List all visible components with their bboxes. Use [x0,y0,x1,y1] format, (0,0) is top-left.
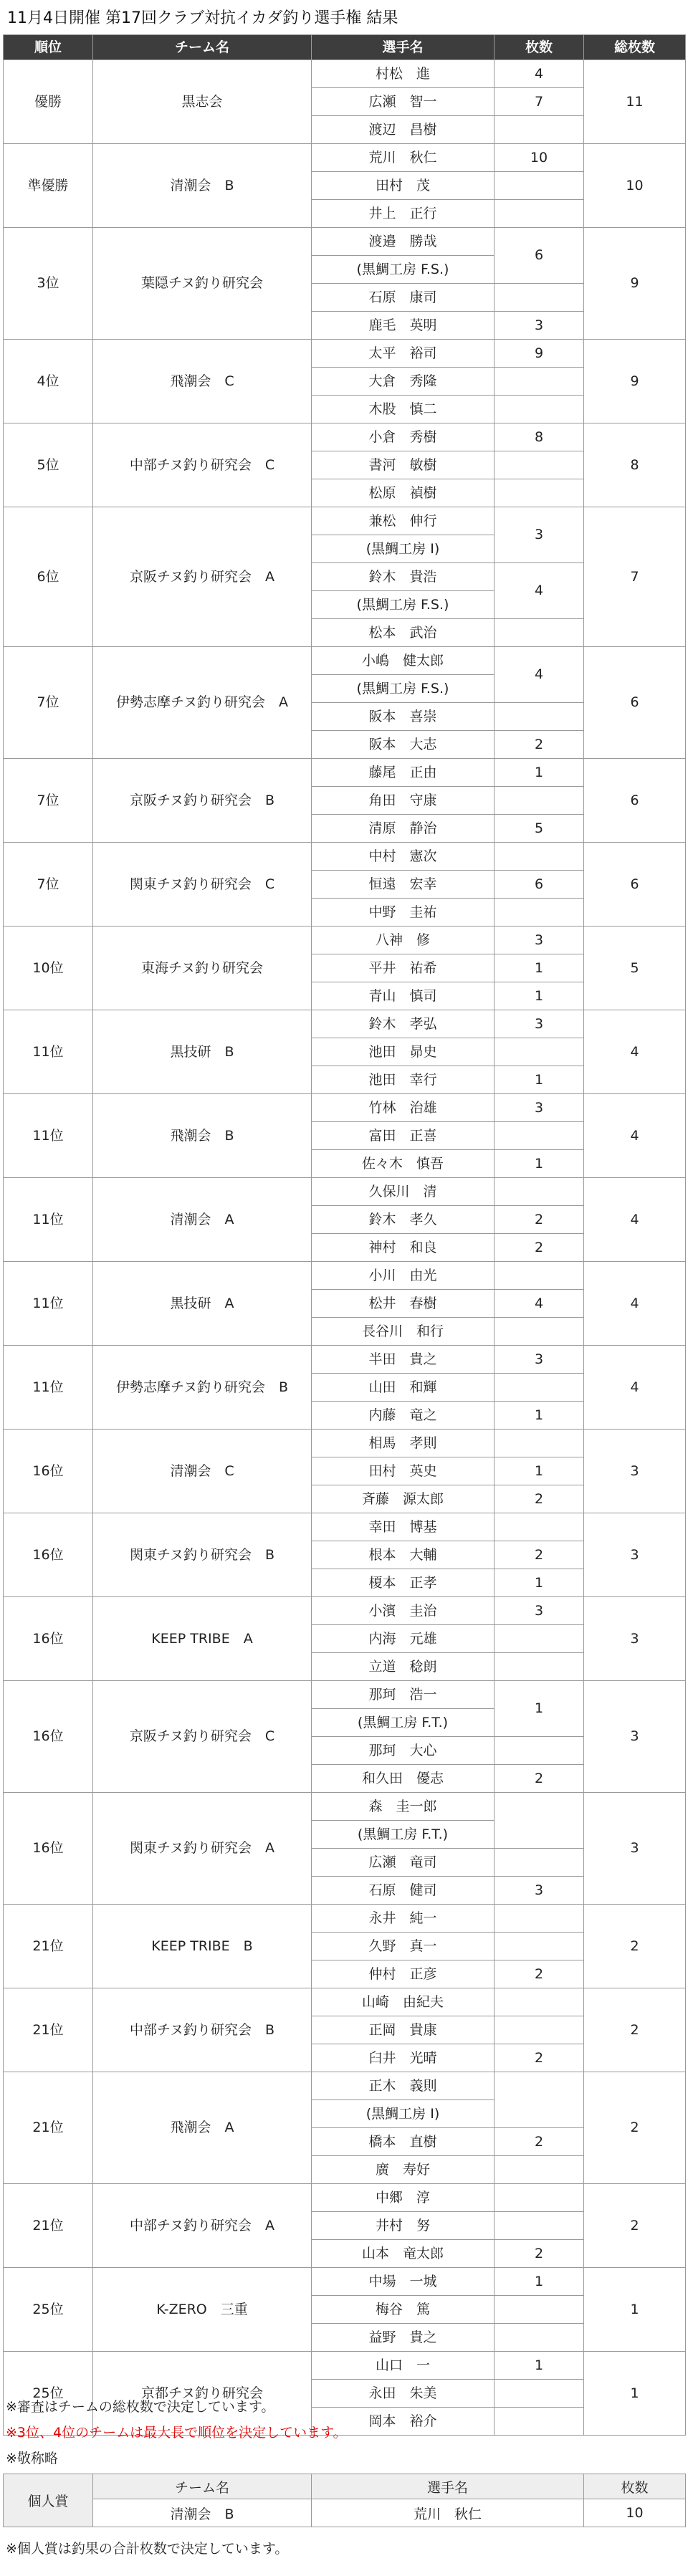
player-name-cell: (黒鯛工房 F.T.) [312,1709,494,1737]
player-name-cell: 廣 寿好 [312,2156,494,2184]
catch-count-cell: 3 [494,507,584,563]
player-name-cell: 田村 茂 [312,172,494,200]
table-row [4,340,686,368]
results-body [4,60,686,2436]
player-name-cell: 恒遠 宏幸 [312,871,494,899]
player-name-cell: 那珂 大心 [312,1737,494,1765]
rank-cell: 11位 [4,1178,93,1262]
player-name-cell: 藤尾 正由 [312,759,494,787]
team-total-cell: 3 [584,1430,686,1513]
team-total-cell: 3 [584,1513,686,1597]
rank-cell: 16位 [4,1513,93,1597]
table-row [4,1346,686,1374]
player-name-cell: (黒鯛工房 F.S.) [312,591,494,619]
player-name-cell: 小嶋 健太郎 [312,647,494,675]
catch-count-cell: 10 [494,144,584,172]
catch-count-cell: 1 [494,1150,584,1178]
page-title: 11月4日開催 第17回クラブ対抗イカダ釣り選手権 結果 [7,9,398,27]
player-name-cell: 木股 慎二 [312,396,494,423]
team-name-cell: 清潮会 A [93,1178,312,1262]
rank-cell: 準優勝 [4,144,93,228]
player-name-cell: 井上 正行 [312,200,494,228]
col-rank-header: 順位 [4,35,93,60]
table-row [4,1430,686,1457]
catch-count-cell: 1 [494,1066,584,1094]
catch-count-cell: 2 [494,2240,584,2268]
col-team-header: チーム名 [93,35,312,60]
catch-count-cell: 1 [494,1402,584,1430]
team-total-cell: 5 [584,927,686,1010]
catch-count-cell: 1 [494,759,584,787]
rank-cell: 7位 [4,647,93,759]
rank-cell: 7位 [4,759,93,843]
player-name-cell: 青山 慎司 [312,982,494,1010]
player-name-cell: 佐々木 慎吾 [312,1150,494,1178]
rank-cell: 11位 [4,1346,93,1430]
rank-cell: 25位 [4,2268,93,2352]
player-name-cell: 広瀬 智一 [312,88,494,116]
table-row [4,228,686,256]
table-row [4,507,686,535]
catch-count-cell: 4 [494,60,584,88]
catch-count-cell: 3 [494,1010,584,1038]
table-row [4,2268,686,2296]
table-row [4,1010,686,1038]
player-name-cell: 立道 稔朗 [312,1653,494,1681]
catch-count-cell [494,2380,584,2408]
catch-count-cell [494,1933,584,1960]
catch-count-cell: 6 [494,228,584,284]
player-name-cell: 石原 健司 [312,1877,494,1905]
team-total-cell: 6 [584,759,686,843]
team-name-cell: 黒技研 A [93,1262,312,1346]
catch-count-cell [494,1262,584,1290]
player-name-cell: 富田 正喜 [312,1122,494,1150]
player-name-cell: 井村 努 [312,2212,494,2240]
table-row [4,927,686,954]
team-total-cell: 9 [584,228,686,340]
note-3: ※敬称略 [6,2451,58,2466]
player-name-cell: 久保川 清 [312,1178,494,1206]
player-name-cell: 永田 朱美 [312,2380,494,2408]
player-name-cell: 榎本 正孝 [312,1569,494,1597]
player-name-cell: 松原 禎樹 [312,479,494,507]
catch-count-cell: 1 [494,1569,584,1597]
note-2: ※3位、4位のチームは最大長で順位を決定しています。 [6,2425,347,2441]
player-name-cell: 鹿毛 英明 [312,312,494,340]
team-total-cell: 2 [584,1988,686,2072]
player-name-cell: (黒鯛工房 I) [312,535,494,563]
player-name-cell: 那珂 浩一 [312,1681,494,1709]
catch-count-cell [494,787,584,815]
table-row [4,1793,686,1821]
catch-count-cell [494,172,584,200]
player-name-cell: 池田 昴史 [312,1038,494,1066]
player-name-cell: 相馬 孝則 [312,1430,494,1457]
team-total-cell: 9 [584,340,686,423]
player-name-cell: 広瀬 竜司 [312,1849,494,1877]
player-name-cell: 角田 守康 [312,787,494,815]
rank-cell: 11位 [4,1094,93,1178]
catch-count-cell [494,200,584,228]
player-name-cell: 中村 憲次 [312,843,494,871]
team-name-cell: 京阪チヌ釣り研究会 C [93,1681,312,1793]
team-total-cell: 2 [584,2184,686,2268]
player-name-cell: 鈴木 孝弘 [312,1010,494,1038]
catch-count-cell: 7 [494,88,584,116]
player-name-cell: 松本 武治 [312,619,494,647]
player-name-cell: (黒鯛工房 I) [312,2100,494,2128]
team-total-cell: 3 [584,1793,686,1905]
team-name-cell: 葉隠チヌ釣り研究会 [93,228,312,340]
catch-count-cell [494,1793,584,1849]
catch-count-cell [494,2296,584,2324]
results-header-row [4,35,686,60]
player-name-cell: 岡本 裕介 [312,2408,494,2436]
catch-count-cell: 5 [494,815,584,843]
player-name-cell: 和久田 優志 [312,1765,494,1793]
player-name-cell: 根本 大輔 [312,1541,494,1569]
catch-count-cell: 2 [494,1234,584,1262]
catch-count-cell [494,1988,584,2016]
team-total-cell: 4 [584,1010,686,1094]
team-total-cell: 4 [584,1094,686,1178]
rank-cell: 4位 [4,340,93,423]
team-name-cell: 飛潮会 A [93,2072,312,2184]
player-name-cell: 臼井 光晴 [312,2044,494,2072]
team-name-cell: 清潮会 B [93,144,312,228]
rank-cell: 3位 [4,228,93,340]
player-name-cell: 阪本 大志 [312,731,494,759]
team-name-cell: 中部チヌ釣り研究会 C [93,423,312,507]
catch-count-cell: 2 [494,2044,584,2072]
catch-count-cell [494,619,584,647]
player-name-cell: 内海 元雄 [312,1625,494,1653]
catch-count-cell: 2 [494,2128,584,2156]
catch-count-cell [494,843,584,871]
note-4: ※個人賞は釣果の合計枚数で決定しています。 [6,2541,289,2557]
player-name-cell: 小倉 秀樹 [312,423,494,451]
catch-count-cell [494,703,584,731]
player-name-cell: 池田 幸行 [312,1066,494,1094]
individual-player: 荒川 秋仁 [312,2499,584,2527]
individual-count-header: 枚数 [584,2474,686,2499]
player-name-cell: 橋本 直樹 [312,2128,494,2156]
catch-count-cell: 3 [494,1346,584,1374]
player-name-cell: 山田 和輝 [312,1374,494,1402]
table-row [4,60,686,88]
table-row [4,144,686,172]
team-name-cell: 伊勢志摩チヌ釣り研究会 A [93,647,312,759]
team-name-cell: KEEP TRIBE B [93,1905,312,1988]
player-name-cell: 永井 純一 [312,1905,494,1933]
player-name-cell: 竹林 治雄 [312,1094,494,1122]
catch-count-cell [494,2408,584,2436]
team-total-cell: 4 [584,1346,686,1430]
catch-count-cell [494,451,584,479]
rank-cell: 25位 [4,2352,93,2436]
catch-count-cell [494,1374,584,1402]
team-name-cell: 京阪チヌ釣り研究会 B [93,759,312,843]
player-name-cell: 中郷 淳 [312,2184,494,2212]
player-name-cell: 益野 貴之 [312,2324,494,2352]
player-name-cell: 平井 祐希 [312,954,494,982]
rank-cell: 21位 [4,2184,93,2268]
team-total-cell: 10 [584,144,686,228]
catch-count-cell [494,479,584,507]
rank-cell: 16位 [4,1430,93,1513]
individual-player-header: 選手名 [312,2474,584,2499]
table-row [4,647,686,675]
rank-cell: 21位 [4,1988,93,2072]
team-total-cell: 4 [584,1262,686,1346]
catch-count-cell [494,284,584,312]
catch-count-cell: 3 [494,927,584,954]
player-name-cell: 久野 真一 [312,1933,494,1960]
table-row [4,1905,686,1933]
player-name-cell: 鈴木 貴浩 [312,563,494,591]
rank-cell: 21位 [4,1905,93,1988]
player-name-cell: 書河 敏樹 [312,451,494,479]
catch-count-cell [494,1653,584,1681]
player-name-cell: 松井 春樹 [312,1290,494,1318]
rank-cell: 7位 [4,843,93,927]
player-name-cell: 清原 静治 [312,815,494,843]
catch-count-cell [494,2324,584,2352]
player-name-cell: 八神 修 [312,927,494,954]
table-row [4,1094,686,1122]
player-name-cell: 正木 義則 [312,2072,494,2100]
catch-count-cell: 9 [494,340,584,368]
team-total-cell: 4 [584,1178,686,1262]
catch-count-cell [494,2016,584,2044]
catch-count-cell: 2 [494,1960,584,1988]
team-name-cell: 黒技研 B [93,1010,312,1094]
catch-count-cell [494,1513,584,1541]
rank-cell: 11位 [4,1262,93,1346]
individual-count: 10 [584,2499,686,2527]
rank-cell: 優勝 [4,60,93,144]
player-name-cell: 森 圭一郎 [312,1793,494,1821]
catch-count-cell: 1 [494,1681,584,1737]
catch-count-cell: 6 [494,871,584,899]
catch-count-cell [494,1430,584,1457]
catch-count-cell: 2 [494,731,584,759]
team-total-cell: 3 [584,1597,686,1681]
catch-count-cell [494,396,584,423]
team-name-cell: 飛潮会 B [93,1094,312,1178]
catch-count-cell [494,1905,584,1933]
catch-count-cell [494,1038,584,1066]
table-row [4,1262,686,1290]
team-name-cell: 飛潮会 C [93,340,312,423]
catch-count-cell: 4 [494,647,584,703]
team-total-cell: 2 [584,1905,686,1988]
player-name-cell: 石原 康司 [312,284,494,312]
team-name-cell: 東海チヌ釣り研究会 [93,927,312,1010]
individual-team: 清潮会 B [93,2499,312,2527]
rank-cell: 16位 [4,1597,93,1681]
catch-count-cell: 3 [494,1597,584,1625]
team-name-cell: 京阪チヌ釣り研究会 A [93,507,312,647]
individual-award-table [3,2474,686,2527]
col-total-header: 総枚数 [584,35,686,60]
team-name-cell: 黒志会 [93,60,312,144]
catch-count-cell: 4 [494,563,584,619]
team-name-cell: 中部チヌ釣り研究会 B [93,1988,312,2072]
player-name-cell: 小濱 圭治 [312,1597,494,1625]
catch-count-cell: 1 [494,1457,584,1485]
player-name-cell: 山崎 由紀夫 [312,1988,494,2016]
rank-cell: 10位 [4,927,93,1010]
team-total-cell: 2 [584,2072,686,2184]
player-name-cell: 大倉 秀隆 [312,368,494,396]
catch-count-cell [494,1625,584,1653]
team-name-cell: K-ZERO 三重 [93,2268,312,2352]
player-name-cell: 内藤 竜之 [312,1402,494,1430]
table-row [4,2184,686,2212]
player-name-cell: 長谷川 和行 [312,1318,494,1346]
catch-count-cell [494,1178,584,1206]
player-name-cell: 兼松 伸行 [312,507,494,535]
player-name-cell: 梅谷 篤 [312,2296,494,2324]
player-name-cell: 山口 一 [312,2352,494,2380]
catch-count-cell: 8 [494,423,584,451]
player-name-cell: 幸田 博基 [312,1513,494,1541]
catch-count-cell: 1 [494,954,584,982]
player-name-cell: (黒鯛工房 F.S.) [312,675,494,703]
team-total-cell: 6 [584,647,686,759]
table-row [4,1681,686,1709]
team-name-cell: 伊勢志摩チヌ釣り研究会 B [93,1346,312,1430]
team-name-cell: 関東チヌ釣り研究会 B [93,1513,312,1597]
player-name-cell: 山本 竜太郎 [312,2240,494,2268]
rank-cell: 6位 [4,507,93,647]
catch-count-cell: 1 [494,2268,584,2296]
catch-count-cell: 2 [494,1765,584,1793]
player-name-cell: 田村 英史 [312,1457,494,1485]
catch-count-cell [494,1737,584,1765]
col-player-header: 選手名 [312,35,494,60]
player-name-cell: 半田 貴之 [312,1346,494,1374]
catch-count-cell: 3 [494,312,584,340]
team-name-cell: 関東チヌ釣り研究会 C [93,843,312,927]
team-name-cell: 中部チヌ釣り研究会 A [93,2184,312,2268]
team-name-cell: 関東チヌ釣り研究会 A [93,1793,312,1905]
player-name-cell: 渡辺 昌樹 [312,116,494,144]
player-name-cell: 神村 和良 [312,1234,494,1262]
catch-count-cell: 1 [494,2352,584,2380]
player-name-cell: (黒鯛工房 F.S.) [312,256,494,284]
player-name-cell: (黒鯛工房 F.T.) [312,1821,494,1849]
team-name-cell: KEEP TRIBE A [93,1597,312,1681]
team-total-cell: 8 [584,423,686,507]
catch-count-cell [494,2184,584,2212]
rank-cell: 16位 [4,1793,93,1905]
team-name-cell: 京都チヌ釣り研究会 [93,2352,312,2436]
team-total-cell: 1 [584,2268,686,2352]
table-row [4,843,686,871]
rank-cell: 5位 [4,423,93,507]
catch-count-cell [494,2072,584,2128]
rank-cell: 16位 [4,1681,93,1793]
catch-count-cell [494,2156,584,2184]
player-name-cell: 村松 進 [312,60,494,88]
catch-count-cell [494,2212,584,2240]
catch-count-cell: 3 [494,1877,584,1905]
catch-count-cell [494,116,584,144]
table-row [4,1988,686,2016]
catch-count-cell [494,1122,584,1150]
team-total-cell: 3 [584,1681,686,1793]
catch-count-cell: 2 [494,1206,584,1234]
player-name-cell: 小川 由光 [312,1262,494,1290]
team-total-cell: 11 [584,60,686,144]
team-total-cell: 6 [584,843,686,927]
player-name-cell: 仲村 正彦 [312,1960,494,1988]
team-total-cell: 7 [584,507,686,647]
table-row [4,1178,686,1206]
table-row [4,2072,686,2100]
team-name-cell: 清潮会 C [93,1430,312,1513]
catch-count-cell: 1 [494,982,584,1010]
player-name-cell: 阪本 喜崇 [312,703,494,731]
catch-count-cell [494,1318,584,1346]
individual-award-label: 個人賞 [4,2474,93,2527]
catch-count-cell: 4 [494,1290,584,1318]
note-1: ※審査はチームの総枚数で決定しています。 [6,2399,275,2415]
catch-count-cell: 2 [494,1541,584,1569]
col-count-header: 枚数 [494,35,584,60]
player-name-cell: 中野 圭祐 [312,899,494,927]
team-total-cell: 1 [584,2352,686,2436]
table-row [4,1597,686,1625]
table-row [4,759,686,787]
player-name-cell: 正岡 貴康 [312,2016,494,2044]
table-row [4,1513,686,1541]
rank-cell: 11位 [4,1010,93,1094]
player-name-cell: 荒川 秋仁 [312,144,494,172]
catch-count-cell [494,1849,584,1877]
individual-team-header: チーム名 [93,2474,312,2499]
player-name-cell: 斉藤 源太郎 [312,1485,494,1513]
rank-cell: 21位 [4,2072,93,2184]
player-name-cell: 太平 裕司 [312,340,494,368]
player-name-cell: 鈴木 孝久 [312,1206,494,1234]
catch-count-cell: 2 [494,1485,584,1513]
table-row [4,423,686,451]
player-name-cell: 中場 一城 [312,2268,494,2296]
table-row [4,2352,686,2380]
catch-count-cell: 3 [494,1094,584,1122]
catch-count-cell [494,899,584,927]
results-table [3,34,686,2436]
player-name-cell: 渡邉 勝哉 [312,228,494,256]
catch-count-cell [494,368,584,396]
